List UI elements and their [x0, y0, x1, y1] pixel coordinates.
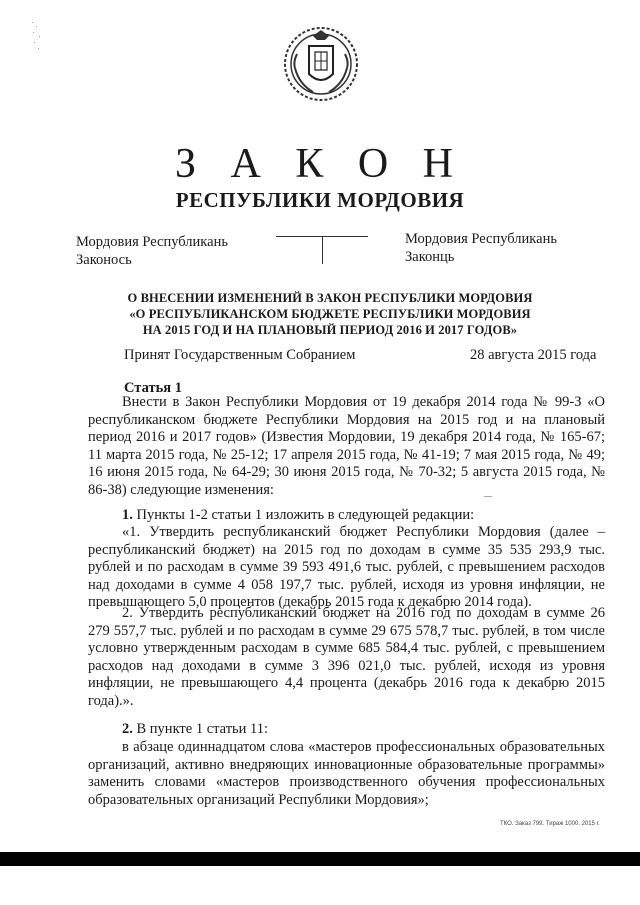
- republic-subtitle: РЕСПУБЛИКИ МОРДОВИЯ: [175, 188, 465, 212]
- scan-speck: [484, 496, 492, 497]
- item1-paragraph: [88, 507, 605, 525]
- item2-number: 2.: [122, 721, 133, 737]
- scan-marks: [30, 20, 50, 60]
- law-title-line1: О ВНЕСЕНИИ ИЗМЕНЕНИЙ В ЗАКОН РЕСПУБЛИКИ МОРДОВИЯ: [127, 291, 533, 305]
- article-heading: Статья 1: [124, 380, 182, 396]
- left-mordvin-name: [76, 233, 228, 269]
- item2-text: В пункте 1 статьи 11:: [132, 721, 269, 737]
- quote-paragraph-1: «1. Утвердить республиканский бюджет Республики Мордовия (далее – республиканский бюджет) на 2015 год по доходам в сумме 35 535 293,9 тыс. рублей и по расходам в сумме 39 593 491,6 тыс. рублей, с превышением расходов над доходами в сумме 4 058 197,7 тыс. рублей, исходя из уровня инфляции, не превышающего 5,0 процентов (декабрь 2015 года к декабрю 2014 года).: [88, 524, 605, 610]
- item1-number: 1.: [122, 507, 133, 523]
- item1-text: Пункты 1-2 статьи 1 изложить в следующей редакции:: [132, 507, 475, 523]
- law-title-line2: «О РЕСПУБЛИКАНСКОМ БЮДЖЕТЕ РЕСПУБЛИКИ МОРДОВИЯ: [129, 307, 531, 321]
- left-name-line1: Мордовия Республикань: [76, 234, 228, 250]
- separator-vertical: [322, 236, 323, 264]
- adopted-by: Принят Государственным Собранием: [124, 347, 356, 363]
- right-name-line2: Законць: [405, 249, 455, 265]
- intro-paragraph: Внести в Закон Республики Мордовия от 19 декабря 2014 года № 99-З «О республиканском бюджете Республики Мордовия на 2015 год и на плановый период 2016 и 2017 годов» (Известия Мордовии, 19 декабря 2014 года, № 165-67; 11 марта 2015 года, № 25-12; 17 апреля 2015 года, № 41-19; 7 мая 2015 года, № 49; 16 июня 2015 года, № 64-29; 30 июня 2015 года, № 70-32; 5 августа 2015 года, № 86-38) следующие изменения:: [88, 394, 605, 498]
- law-full-title: [60, 290, 600, 338]
- coat-of-arms-emblem: [279, 22, 363, 106]
- law-title: З А К О Н: [174, 141, 466, 187]
- left-name-line2: Законось: [76, 252, 132, 268]
- right-name-line1: Мордовия Республикань: [405, 231, 557, 247]
- item2-paragraph: [88, 721, 605, 739]
- amendment-paragraph: в абзаце одиннадцатом слова «мастеров профессиональных образовательных организаций, активно внедряющих инновационные образовательные программы» заменить словами «мастеров производственного обучения профессиональных образовательных организаций Республики Мордовия»;: [88, 739, 605, 808]
- adopted-date: 28 августа 2015 года: [470, 347, 597, 363]
- law-title-line3: НА 2015 ГОД И НА ПЛАНОВЫЙ ПЕРИОД 2016 И 2017 ГОДОВ»: [142, 323, 518, 337]
- right-mordvin-name: [405, 230, 557, 266]
- quote-paragraph-2: 2. Утвердить республиканский бюджет на 2016 год по доходам в сумме 26 279 557,7 тыс. рублей и по расходам в сумме 29 675 578,7 тыс. рублей, в том числе условно утвержденным расходам в сумме 685 584,4 тыс. рублей, с превышением расходов над доходами в сумме 3 396 021,0 тыс. рублей, исходя из уровня инфляции, не превышающего 4,4 процента (декабрь 2016 года к декабрю 2015 года).».: [88, 605, 605, 709]
- print-note: ТКО. Заказ 799. Тираж 1000. 2015 г.: [500, 821, 600, 827]
- scan-edge-bar: [0, 852, 640, 866]
